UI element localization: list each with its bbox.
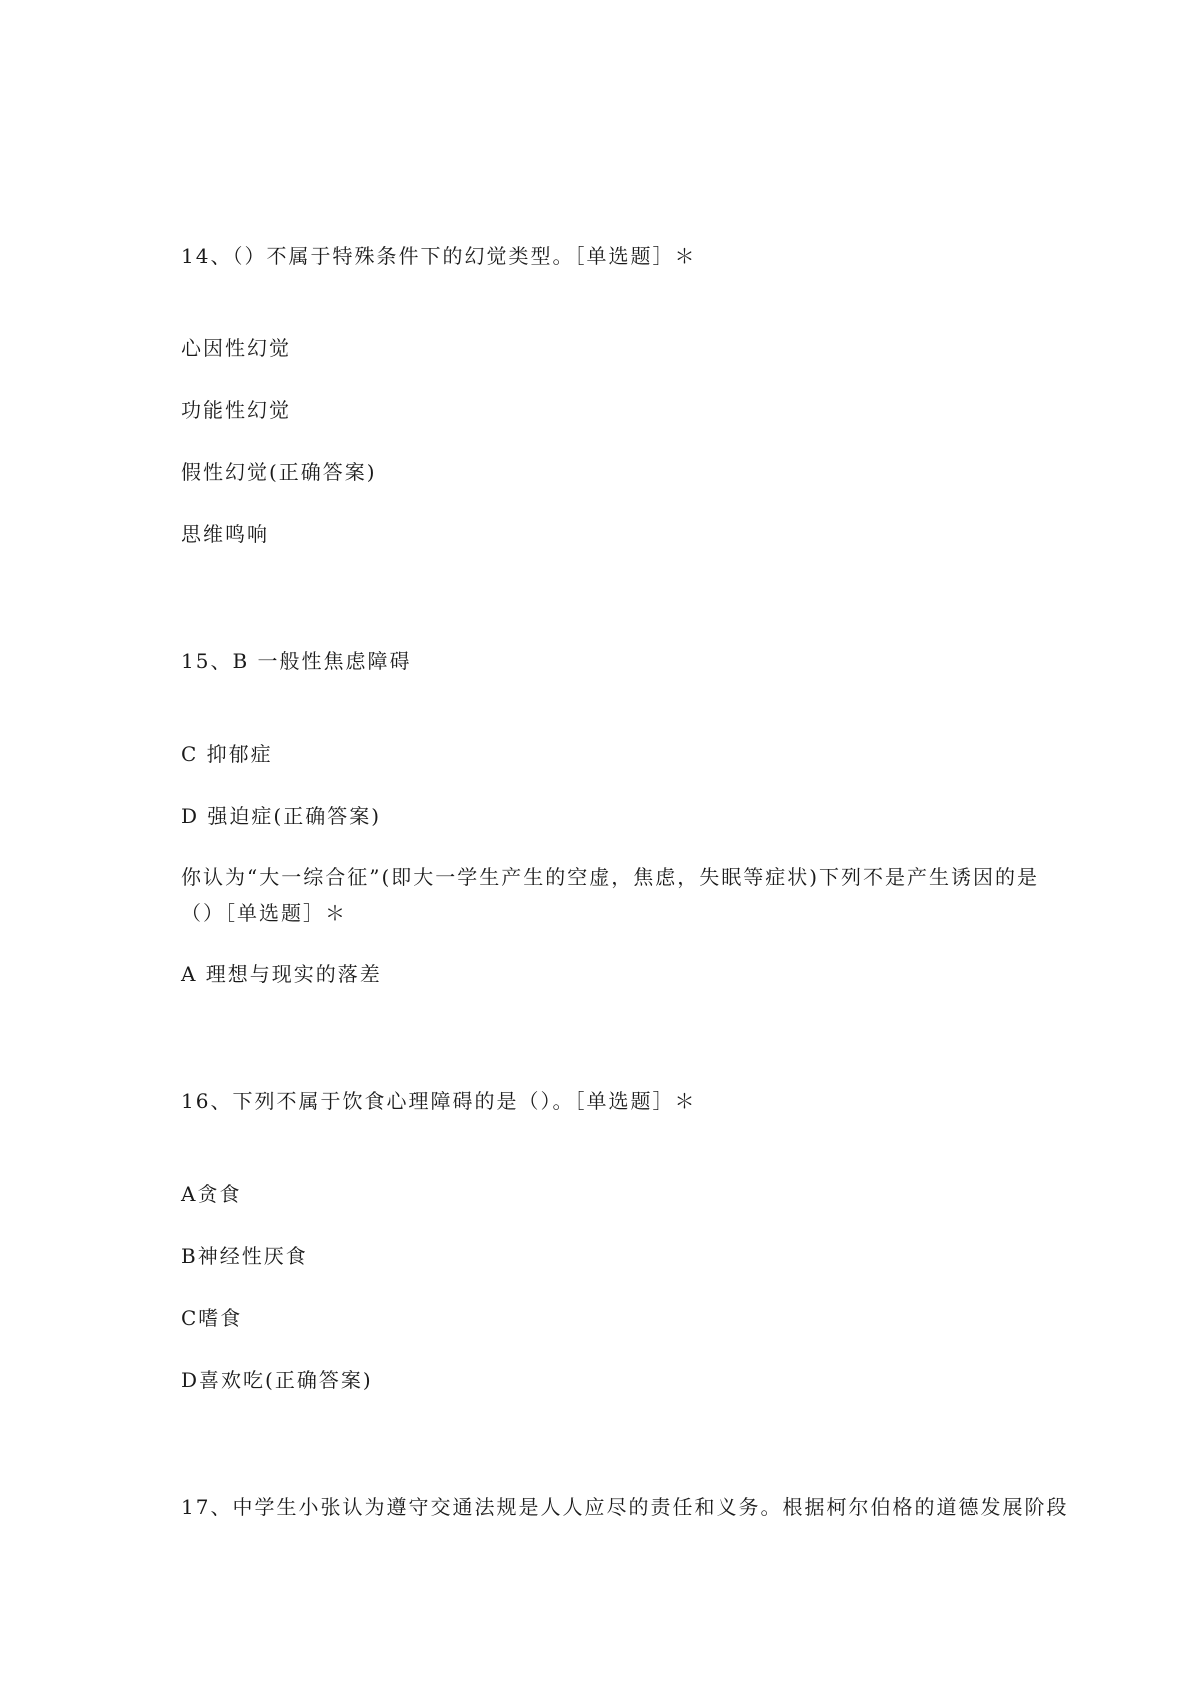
question-15-extra-line-1: 你认为“大一综合征”(即大一学生产生的空虚，焦虑，失眠等症状)下列不是产生诱因的是 xyxy=(181,865,1040,889)
question-16-option-4: D喜欢吃(正确答案) xyxy=(181,1368,373,1392)
question-16-option-3: C嗜食 xyxy=(181,1306,243,1330)
question-15-extra-option: A 理想与现实的落差 xyxy=(181,962,382,986)
question-14-text: 14、（）不属于特殊条件下的幻觉类型。［单选题］＊ xyxy=(181,244,697,268)
question-15-option-1: C 抑郁症 xyxy=(181,742,273,766)
question-15-extra-line-2: （）［单选题］＊ xyxy=(181,901,347,925)
question-14-option-1: 心因性幻觉 xyxy=(181,336,291,360)
question-14-option-3: 假性幻觉(正确答案) xyxy=(181,460,377,484)
question-16-text: 16、下列不属于饮食心理障碍的是（）。［单选题］＊ xyxy=(181,1089,697,1113)
question-14-option-2: 功能性幻觉 xyxy=(181,398,291,422)
question-14-option-4: 思维鸣响 xyxy=(181,522,269,546)
question-17-text: 17、中学生小张认为遵守交通法规是人人应尽的责任和义务。根据柯尔伯格的道德发展阶段 xyxy=(181,1495,1069,1519)
question-15-option-2: D 强迫症(正确答案) xyxy=(181,804,381,828)
question-16-option-1: A贪食 xyxy=(181,1182,242,1206)
question-15-text: 15、B 一般性焦虑障碍 xyxy=(181,649,412,673)
question-16-option-2: B神经性厌食 xyxy=(181,1244,308,1268)
